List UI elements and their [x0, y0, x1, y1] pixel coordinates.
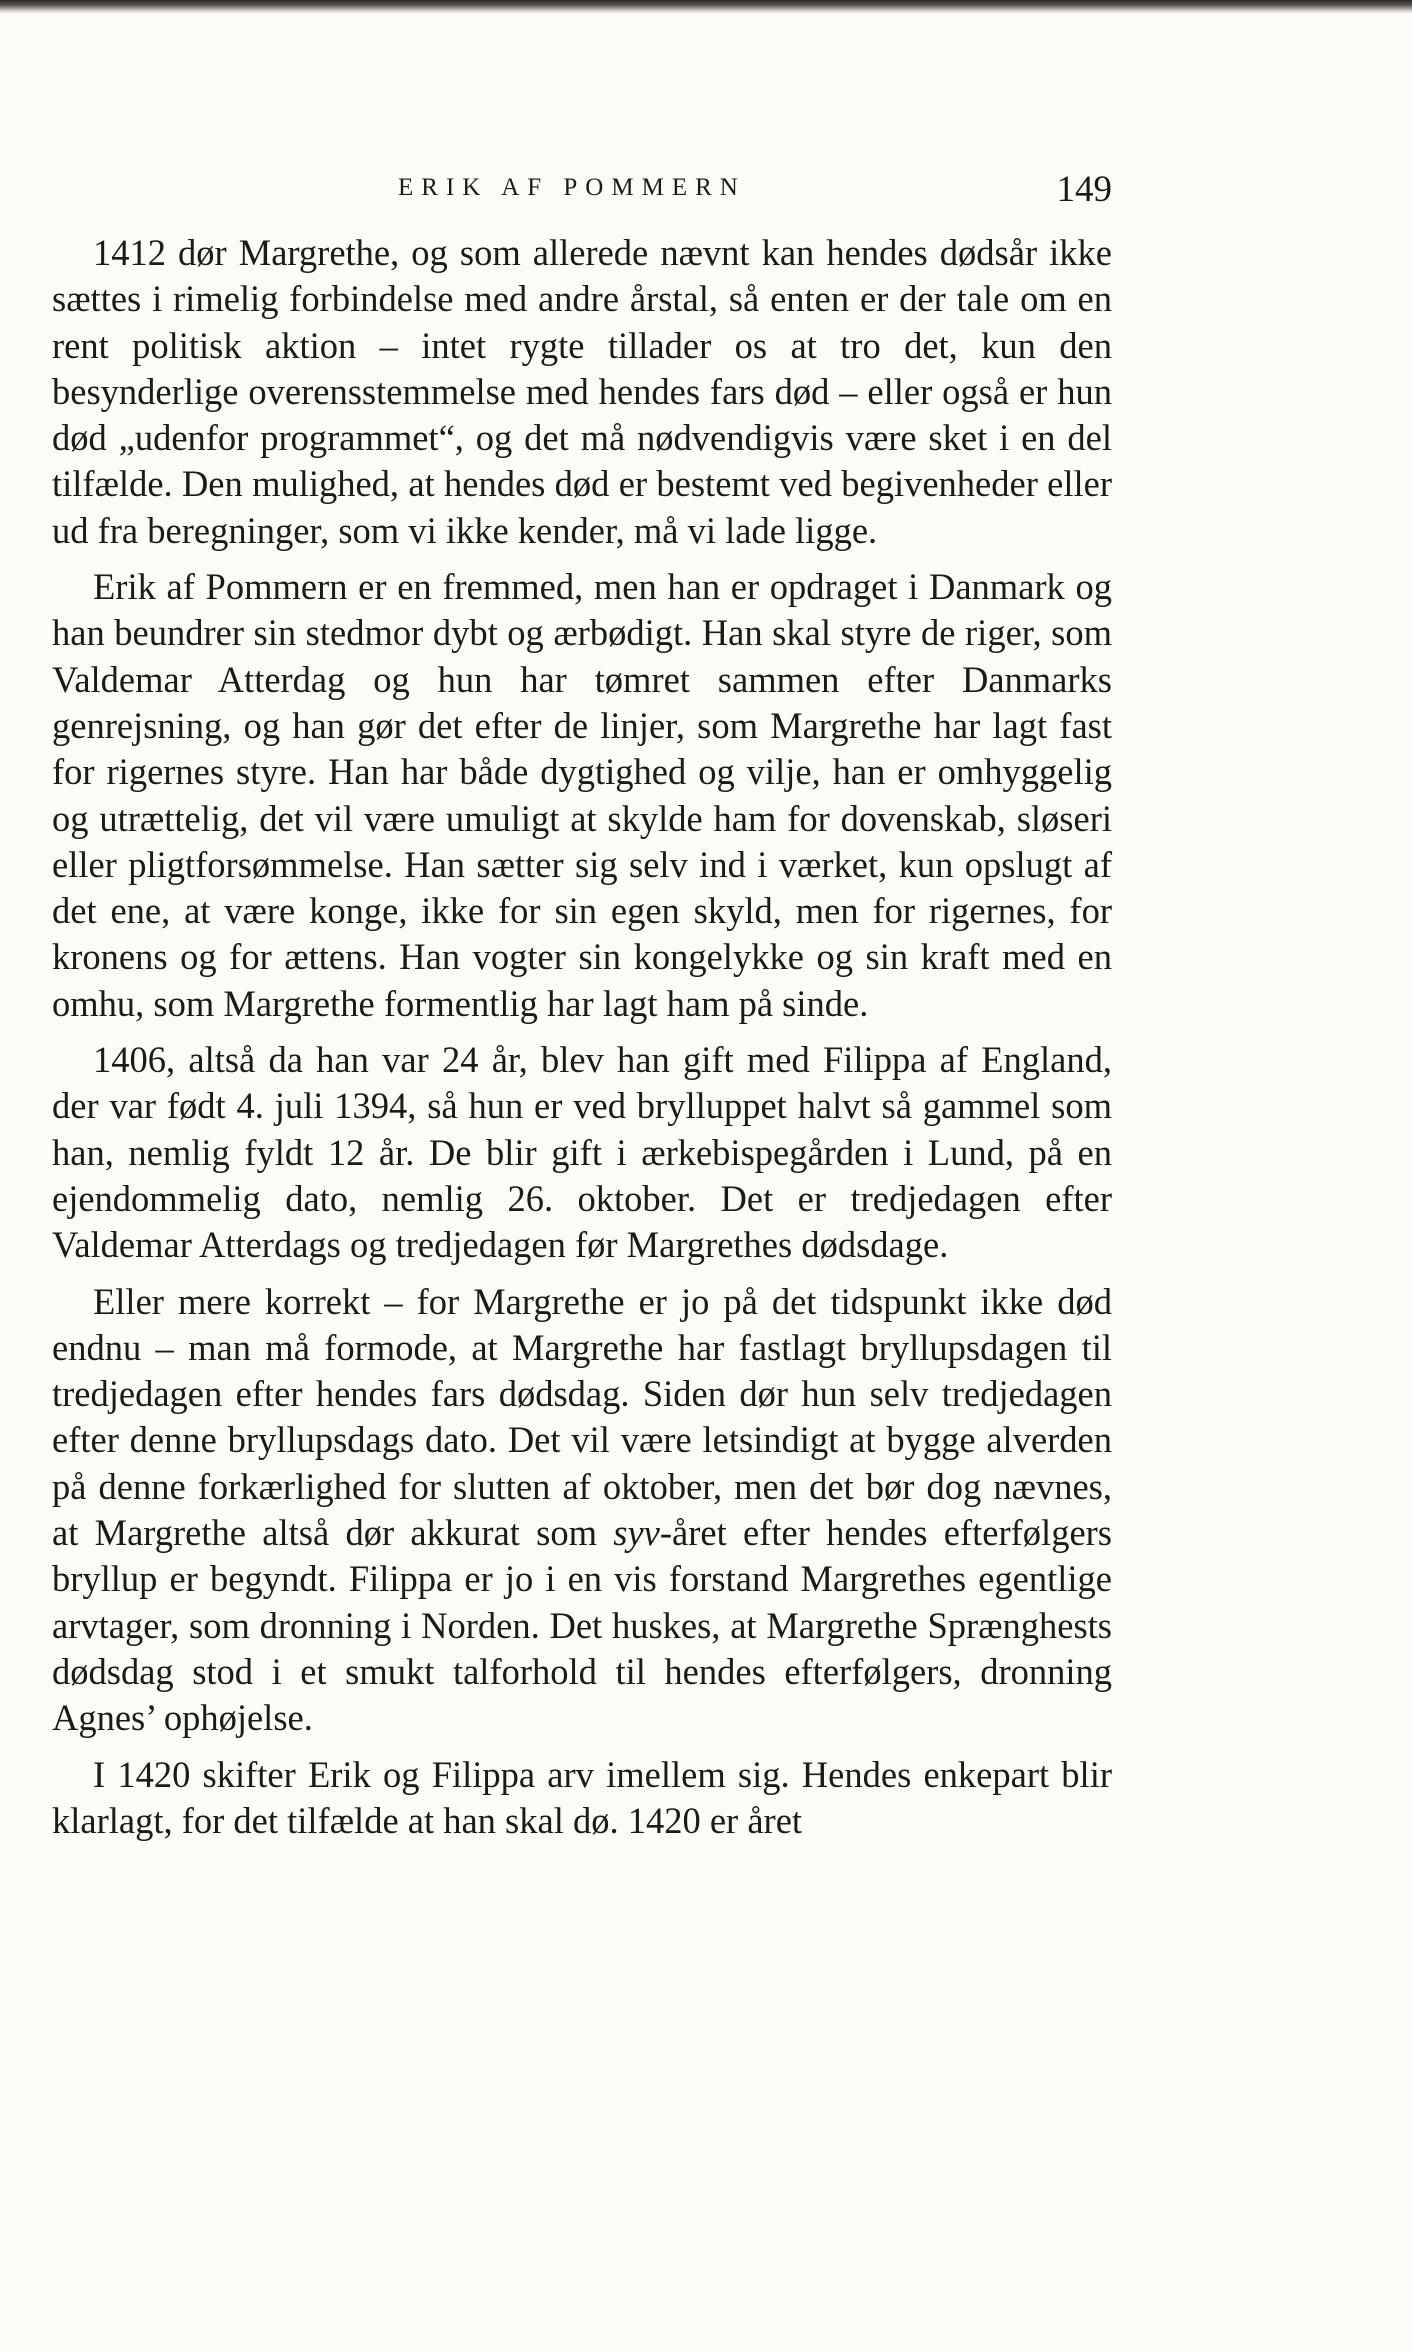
- page-header: [52, 168, 1112, 228]
- paragraph-1: 1412 dør Margrethe, og som allerede nævnt kan hendes dødsår ikke sættes i rimelig forbindelse med andre årstal, så enten er der tale om en rent politisk aktion – intet rygte tillader os at tro det, kun den besynderlige overensstemmelse med hendes fars død – eller også er hun død „udenfor programmet“, og det må nødvendigvis være sket i en del tilfælde. Den mulighed, at hendes død er bestemt ved begivenheder eller ud fra beregninger, som vi ikke kender, må vi lade ligge.: [52, 232, 1112, 551]
- paragraph-4-before: Eller mere korrekt – for Margrethe er jo på det tidspunkt ikke død endnu – man må formode, at Margrethe har fastlagt bryllupsdagen til tredjedagen efter hendes fars dødsdag. Siden dør hun selv tredjedagen efter denne bryllupsdags dato. Det vil være letsindigt at bygge alverden på denne forkærlighed for slutten af oktober, men det bør dog nævnes, at Margrethe altså dør akkurat som: [52, 1280, 1112, 1554]
- paragraph-5: I 1420 skifter Erik og Filippa arv imellem sig. Hendes enkepart blir klarlagt, for det tilfælde at han skal dø. 1420 er året: [52, 1753, 1112, 1841]
- paragraph-2: Erik af Pommern er en fremmed, men han er opdraget i Danmark og han beundrer sin stedmor dybt og ærbødigt. Han skal styre de riger, som Valdemar Atterdag og hun har tømret sammen efter Danmarks genrejsning, og han gør det efter de linjer, som Margrethe har lagt fast for rigernes styre. Han har både dygtighed og vilje, han er omhyggelig og utrættelig, det vil være umuligt at skylde ham for dovenskab, sløseri eller pligtforsømmelse. Han sætter sig selv ind i værket, kun opslugt af det ene, at være konge, ikke for sin egen skyld, men for rigernes, for kronens og for ættens. Han vogter sin kongelykke og sin kraft med en omhu, som Margrethe formentlig har lagt ham på sinde.: [52, 566, 1112, 1024]
- paragraph-4-after: -året efter hendes efterfølgers bryllup er begyndt. Filippa er jo i en vis forstand Margrethes egentlige arvtager, som dronning i Norden. Det huskes, at Margrethe Sprænghests dødsdag stod i et smukt talforhold til hendes efterfølgers, dronning Agnes’ ophøjelse.: [52, 1512, 1113, 1739]
- running-head: ERIK AF POMMERN: [398, 174, 746, 201]
- paragraph-4: [52, 1279, 1112, 1742]
- paragraph-4-italic-word: syv: [613, 1512, 660, 1554]
- body-text: [52, 230, 1112, 1844]
- paragraph-3: 1406, altså da han var 24 år, blev han gift med Filippa af England, der var født 4. juli 1394, så hun er ved brylluppet halvt så gammel som han, nemlig fyldt 12 år. De blir gift i ærkebispegården i Lund, på en ejendommelig dato, nemlig 26. oktober. Det er tredjedagen efter Valdemar Atterdags og tredjedagen før Margrethes dødsdage.: [52, 1039, 1112, 1266]
- page-number: 149: [1056, 169, 1112, 210]
- page-top-edge: [0, 0, 1412, 14]
